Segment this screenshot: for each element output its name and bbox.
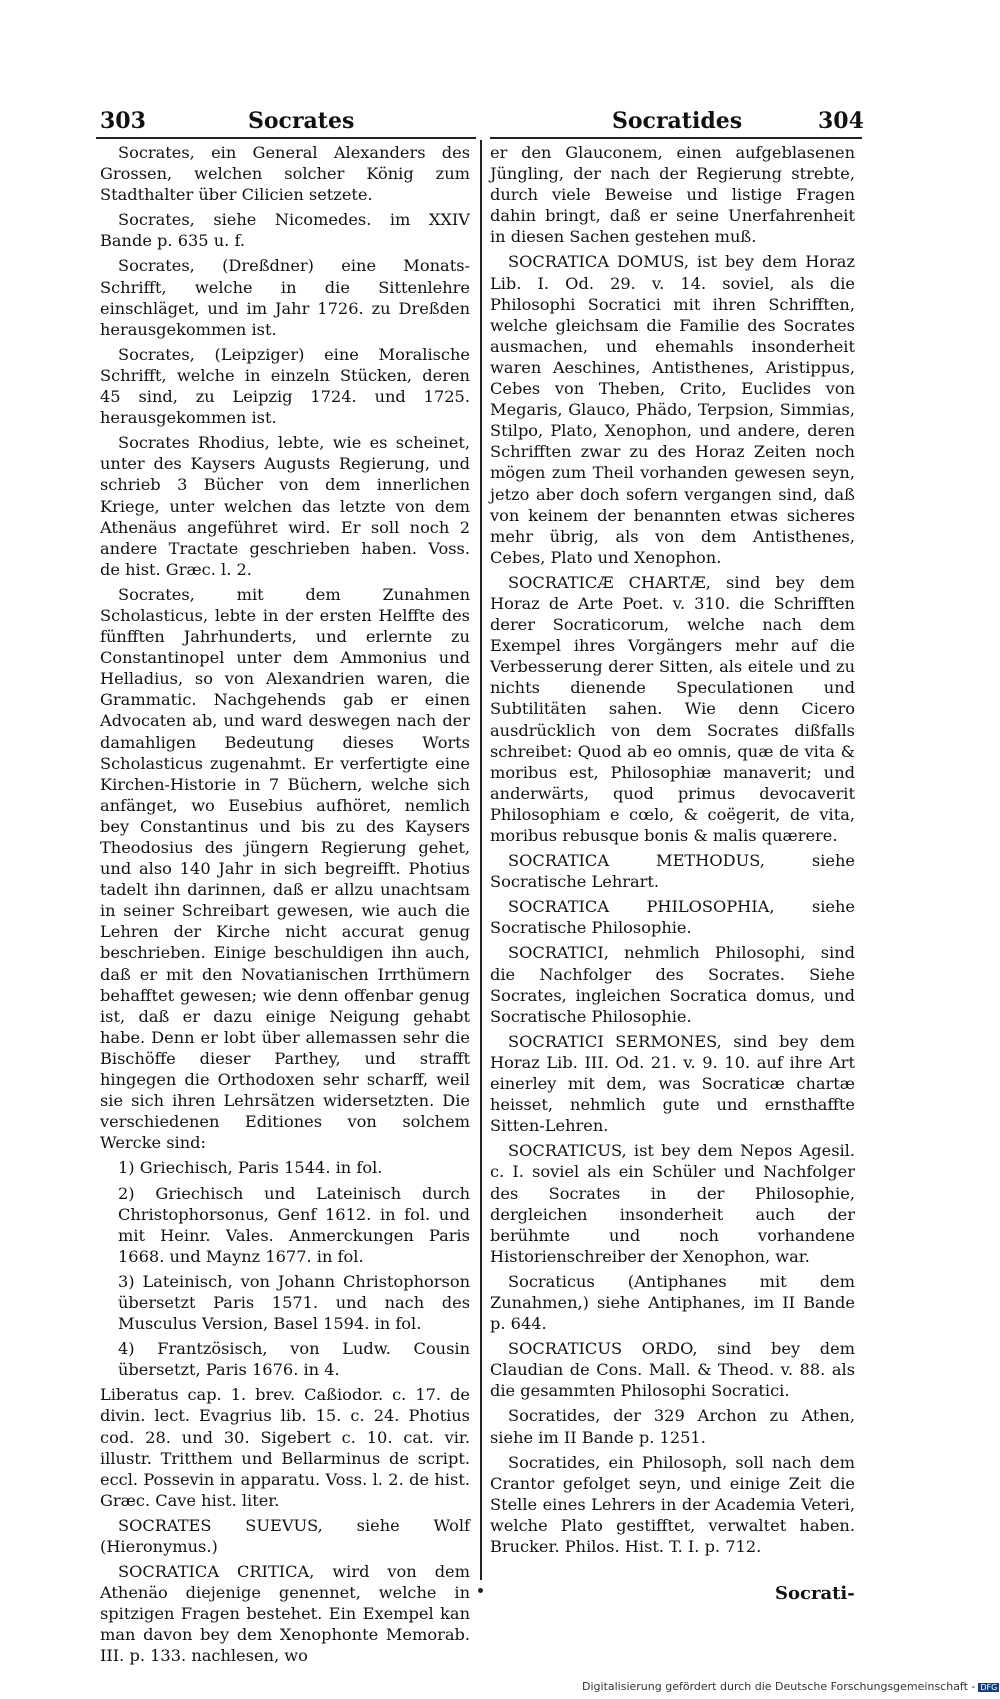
entry: Socratides, ein Philosoph, soll nach dem Crantor gefolget seyn, und einige Zeit die Stelle eines Lehrers in der Academia Veteri, welche Plato gestifftet, verwaltet haben. Brucker. Philos. Hist. T. I. p. 712. xyxy=(490,1452,855,1556)
left-page-number: 303 xyxy=(100,108,146,134)
catchword: Socrati- xyxy=(775,1583,855,1604)
digitization-footer xyxy=(582,1680,999,1693)
entry: Socratides, der 329 Archon zu Athen, siehe im II Bande p. 1251. xyxy=(490,1406,855,1447)
left-column xyxy=(100,142,470,1671)
entry: SOCRATICUS, ist bey dem Nepos Agesil. c. I. soviel als ein Schüler und Nachfolger des Socrates in der Philosophie, dergleichen insonderheit auch der berühmte und noch vorhandene Historienschreiber der Xenophon, war. xyxy=(490,1141,855,1266)
entry: SOCRATICA DOMUS, ist bey dem Horaz Lib. I. Od. 29. v. 14. soviel, als die Philosophi Socratici mit ihren Schrifften, welche gleichsam die Familie des Socrates ausmachen, und ehemahls insonderheit waren Aeschines, Antisthenes, Aristippus, Cebes von Theben, Crito, Euclides von Megaris, Glauco, Phädo, Terpsion, Simmias, Stilpo, Plato, Xenophon, und andere, deren Schrifften zwar zu des Horaz Zeiten noch mögen zum Theil vorhanden gewesen seyn, jetzo aber doch sofern vergangen sind, daß von keinem der benannten etwas sicheres mehr übrig, als von dem Antisthenes, Cebes, Plato und Xenophon. xyxy=(490,252,855,567)
edition-item: 3) Lateinisch, von Johann Christophorson übersetzt Paris 1571. und nach des Musculus Version, Basel 1594. in fol. xyxy=(118,1271,470,1334)
right-column xyxy=(490,142,855,1561)
entry: SOCRATICA METHODUS, siehe Socratische Lehrart. xyxy=(490,851,855,892)
entry: er den Glauconem, einen aufgeblasenen Jüngling, der nach der Regierung strebte, durch viele Beweise und listige Fragen dahin bringt, daß er seine Unerfahrenheit in diesen Sachen gestehen muß. xyxy=(490,143,855,247)
edition-item: 2) Griechisch und Lateinisch durch Christophorsonus, Genf 1612. in fol. und mit Heinr. Vales. Anmerckungen Paris 1668. und Maynz 1677. in fol. xyxy=(118,1183,470,1266)
entry: SOCRATICA PHILOSOPHIA, siehe Socratische Philosophie. xyxy=(490,897,855,938)
entry: Socrates, (Leipziger) eine Moralische Schrifft, welche in einzeln Stücken, deren 45 sind, zu Leipzig 1724. und 1725. herausgekommen ist. xyxy=(100,344,470,428)
entry: Socrates, mit dem Zunahmen Scholasticus, lebte in der ersten Helffte des fünfften Jahrhunderts, und erlernte zu Constantinopel unter dem Ammonius und Helladius, so von Alexandrien waren, die Grammatic. Nachgehends gab er einen Advocaten ab, und ward deswegen nach der damahligen Bedeutung dieses Worts Scholasticus zugenahmt. Er verfertigte eine Kirchen-Historie in 7 Büchern, welche sich anfänget, wo Eusebius aufhöret, nemlich bey Constantinus und bis zu des Kaysers Theodosius des jüngern Regierung gehet, und also 140 Jahr in sich begreifft. Photius tadelt ihn darinnen, daß er allzu unachtsam in seiner Schreibart gewesen, wie auch die Lehren der Kirche nicht accurat genug beschrieben. Einige beschuldigen ihn auch, daß er mit den Novatianischen Irrthümern behafftet gewesen; wie denn offenbar genug ist, daß er dazu einige Neigung gehabt habe. Denn er lobt über allemassen sehr die Bischöffe dieser Parthey, und strafft hingegen die Orthodoxen sehr scharff, weil sie sich ihren Lehrsätzen widersetzten. Die verschiedenen Editiones von solchem Wercke sind: xyxy=(100,584,470,1153)
entry: Liberatus cap. 1. brev. Caßiodor. c. 17. de divin. lect. Evagrius lib. 15. c. 24. Photius cod. 28. und 30. Sigebert c. 10. cat. vir. illustr. Tritthem und Bellarminus de script. eccl. Possevin in apparatu. Voss. l. 2. de hist. Græc. Cave hist. liter. xyxy=(100,1385,470,1510)
column-divider xyxy=(480,140,482,1580)
entry: SOCRATICUS ORDO, sind bey dem Claudian de Cons. Mall. & Theod. v. 88. als die gesammten Philosophi Socratici. xyxy=(490,1339,855,1401)
entry: SOCRATICÆ CHARTÆ, sind bey dem Horaz de Arte Poet. v. 310. die Schrifften derer Socraticorum, welche nach dem Exempel ihres Vorgängers mehr auf die Verbesserung derer Sitten, als eitele und zu nichts dienende Speculationen und Subtilitäten sahen. Wie denn Cicero ausdrücklich von dem Socrates dißfalls schreibet: Quod ab eo omnis, quæ de vita & moribus est, Philosophiæ manaverit; und anderwärts, quod primus devocaverit Philosophiam e cœlo, & coëgerit, de vita, moribus rebusque bonis & malis quærere. xyxy=(490,572,855,845)
footer-text: Digitalisierung gefördert durch die Deutsche Forschungsgemeinschaft - xyxy=(582,1680,976,1693)
entry: Socrates Rhodius, lebte, wie es scheinet, unter des Kaysers Augusts Regierung, und schrieb 3 Bücher von dem innerlichen Kriege, unter welchen das letzte von dem Athenäus angeführet wird. Er soll noch 2 andere Tractate geschrieben haben. Voss. de hist. Græc. l. 2. xyxy=(100,433,470,579)
entry: SOCRATICI SERMONES, sind bey dem Horaz Lib. III. Od. 21. v. 9. 10. auf ihre Art einerley mit dem, was Socraticæ chartæ heisset, nehmlich gute und ernsthaffte Sitten-Lehren. xyxy=(490,1031,855,1136)
entry: SOCRATICI, nehmlich Philosophi, sind die Nachfolger des Socrates. Siehe Socrates, ingleichen Socratica domus, und Socratische Philosophie. xyxy=(490,943,855,1026)
dfg-logo: DFG xyxy=(980,1682,998,1692)
entry: SOCRATICA CRITICA, wird von dem Athenäo diejenige genennet, welche in spitzigen Fragen bestehet. Ein Exempel kan man davon bey dem Xenophonte Memorab. III. p. 133. nachlesen, wo xyxy=(100,1562,470,1666)
entry: Socraticus (Antiphanes mit dem Zunahmen,) siehe Antiphanes, im II Bande p. 644. xyxy=(490,1271,855,1334)
header-rule-left xyxy=(96,137,476,139)
edition-item: 4) Frantzösisch, von Ludw. Cousin übersetzt, Paris 1676. in 4. xyxy=(118,1339,470,1380)
entry: Socrates, (Dreßdner) eine Monats-Schrifft, welche in die Sittenlehre einschläget, und im Jahr 1726. zu Dreßden herausgekommen ist. xyxy=(100,256,470,339)
header-rule-right xyxy=(490,137,862,139)
left-running-title: Socrates xyxy=(248,108,355,134)
entry: Socrates, siehe Nicomedes. im XXIV Bande p. 635 u. f. xyxy=(100,210,470,251)
entry: SOCRATES SUEVUS, siehe Wolf (Hieronymus.) xyxy=(100,1515,470,1556)
edition-item: 1) Griechisch, Paris 1544. in fol. xyxy=(118,1158,383,1178)
divider-dot xyxy=(478,1588,483,1593)
entry: Socrates, ein General Alexanders des Grossen, welchen solcher König zum Stadthalter über Cilicien setzete. xyxy=(100,143,470,205)
right-running-title: Socratides xyxy=(612,108,743,134)
right-page-number: 304 xyxy=(818,108,864,134)
